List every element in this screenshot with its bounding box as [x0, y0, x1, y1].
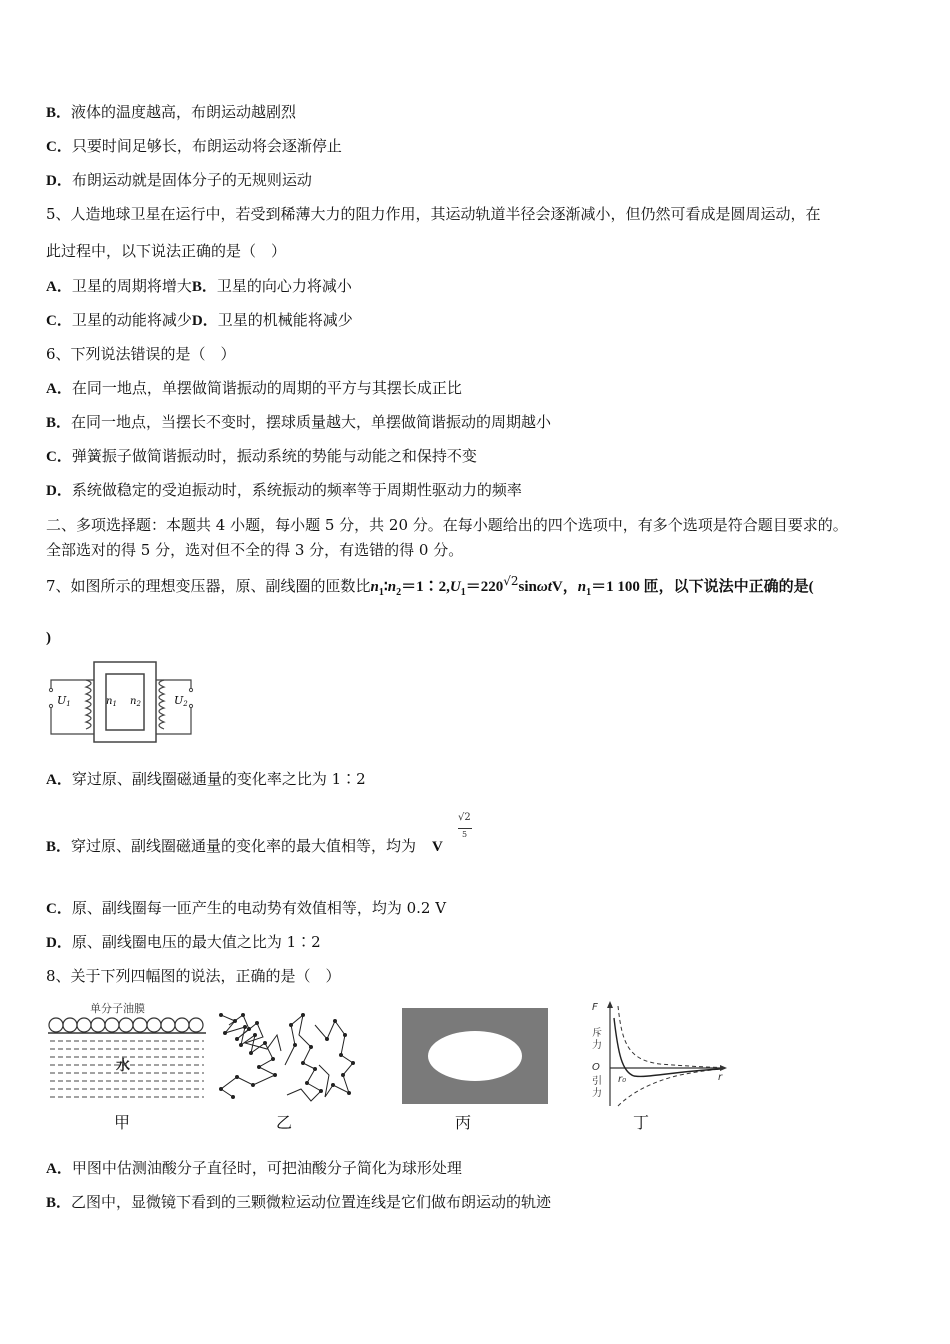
fig-ding-r: r — [718, 1072, 723, 1083]
fig-ding-yin: 引 — [592, 1076, 602, 1087]
fig-label-ding: 丁 — [633, 1113, 650, 1132]
fig-u2-label: U2 — [174, 694, 188, 708]
fig-label-jia: 甲 — [114, 1113, 131, 1132]
fig-u1-label: U1 — [57, 694, 71, 708]
q8-option-a: A．甲图中估测油酸分子直径时，可把油酸分子简化为球形处理 — [46, 1159, 462, 1177]
q7-option-b: B．穿过原、副线圈磁通量的变化率的最大值相等，均为 V — [46, 837, 443, 855]
q6-stem: 6、下列说法错误的是（ ） — [46, 345, 236, 363]
q6-option-d: D．系统做稳定的受迫振动时，系统振动的频率等于周期性驱动力的频率 — [46, 481, 522, 499]
q5-options-cd: C．卫星的动能将减少D．卫星的机械能将减少 — [46, 311, 353, 329]
q6-option-c: C．弹簧振子做简谐振动时，振动系统的势能与动能之和保持不变 — [46, 447, 477, 465]
fig-n1-label: $n_1$ — [106, 696, 117, 708]
q4-option-b: B．液体的温度越高，布朗运动越剧烈 — [46, 103, 297, 121]
figure-bing-ellipse — [402, 1008, 548, 1104]
q5-stem-line2: 此过程中，以下说法正确的是（ ） — [46, 242, 287, 260]
q7-option-a: A．穿过原、副线圈磁通量的变化率之比为 1∶2 — [46, 770, 366, 788]
fig-ding-li2: 力 — [592, 1088, 602, 1099]
q7-option-b-fraction-bar — [458, 828, 472, 829]
q4-option-c: C．只要时间足够长，布朗运动将会逐渐停止 — [46, 137, 342, 155]
transformer-diagram — [46, 658, 196, 746]
fig-ding-chi: 斥 — [592, 1028, 602, 1039]
fig-label-yi: 乙 — [276, 1113, 293, 1132]
q6-option-b: B．在同一地点，当摆长不变时，摆球质量越大，单摆做简谐振动的周期越小 — [46, 413, 552, 431]
q7-stem: 7、如图所示的理想变压器，原、副线圈的匝数比$n_1∶n_2=1∶2,U_1=220^{√2}\sin\omega tV$，$n_1=1$ 100 匝，以下说法中正确的是( — [46, 574, 814, 598]
q7-option-b-fraction-numerator: √2 — [458, 812, 471, 823]
fig-ding-r0: r₀ — [618, 1074, 627, 1085]
fig-jia-water-label: 水 — [116, 1058, 130, 1074]
q7-stem-close: ) — [46, 630, 51, 646]
q5-stem-line1: 5、人造地球卫星在运行中，若受到稀薄大力的阻力作用，其运动轨道半径会逐渐减小，但仍然可看成是圆周运动，在 — [46, 205, 821, 223]
q7-option-d: D．原、副线圈电压的最大值之比为 1∶2 — [46, 933, 321, 951]
q5-options-ab: A．卫星的周期将增大B．卫星的向心力将减小 — [46, 277, 352, 295]
fig-jia-title: 单分子油膜 — [90, 1002, 145, 1015]
fig-ding-F: F — [592, 1002, 598, 1013]
section2-heading-line2: 全部选对的得 5 分，选对但不全的得 3 分，有选错的得 0 分。 — [46, 541, 464, 559]
q8-stem: 8、关于下列四幅图的说法，正确的是（ ） — [46, 967, 341, 985]
fig-ding-li1: 力 — [592, 1040, 602, 1051]
q6-option-a: A．在同一地点，单摆做简谐振动的周期的平方与其摆长成正比 — [46, 379, 462, 397]
q8-option-b: B．乙图中，显微镜下看到的三颗微粒运动位置连线是它们做布朗运动的轨迹 — [46, 1193, 552, 1211]
figure-ding-force-graph — [590, 998, 730, 1110]
q4-option-d: D．布朗运动就是固体分子的无规则运动 — [46, 171, 312, 189]
figure-yi-brownian-paths — [215, 1005, 360, 1105]
section2-heading-line1: 二、多项选择题：本题共 4 小题，每小题 5 分，共 20 分。在每小题给出的四个选项中，有多个选项是符合题目要求的。 — [46, 516, 848, 534]
q7-option-b-fraction-denominator: 5 — [462, 830, 468, 839]
oil-molecule-row — [49, 1018, 203, 1032]
fig-ding-O: O — [592, 1062, 600, 1073]
fig-n2-label: $n_2$ — [130, 696, 141, 708]
figure-jia-oil-film — [48, 1000, 206, 1105]
fig-label-bing: 丙 — [455, 1113, 472, 1132]
q7-option-c: C．原、副线圈每一匝产生的电动势有效值相等，均为 0.2 V — [46, 899, 447, 917]
